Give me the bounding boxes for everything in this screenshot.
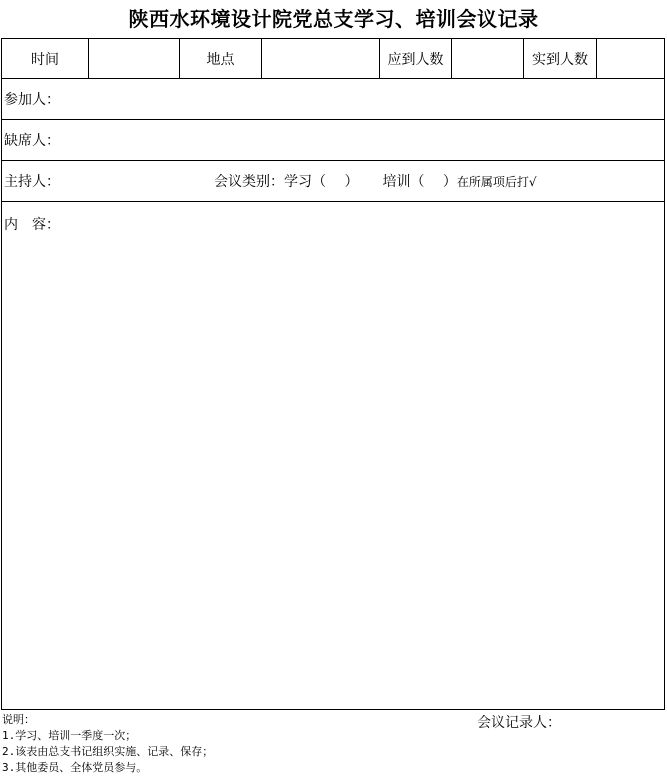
notes-section	[2, 712, 213, 776]
header-row	[2, 39, 664, 79]
participants-label: 参加人：	[4, 92, 60, 108]
time-label: 时间	[2, 39, 89, 78]
absent-row[interactable]	[2, 120, 664, 161]
actual-count-field[interactable]	[597, 39, 664, 78]
note-item: 1.学习、培训一季度一次；	[2, 729, 137, 742]
category-label: 会议类别：	[214, 174, 284, 190]
content-label: 内 容：	[4, 217, 60, 233]
expected-count-field[interactable]	[452, 39, 524, 78]
actual-count-label: 实到人数	[524, 39, 597, 78]
page-title: 陕西水环境设计院党总支学习、培训会议记录	[128, 7, 539, 31]
participants-row[interactable]	[2, 79, 664, 120]
category-hint: 在所属项后打√	[456, 174, 537, 189]
expected-count-label: 应到人数	[380, 39, 452, 78]
recorder-label: 会议记录人：	[477, 715, 561, 731]
note-item: 3.其他委员、全体党员参与。	[2, 761, 148, 774]
place-field[interactable]	[262, 39, 380, 78]
absent-label: 缺席人：	[4, 133, 60, 149]
time-field[interactable]	[89, 39, 180, 78]
notes-heading: 说明：	[2, 713, 35, 726]
host-row[interactable]	[2, 161, 664, 202]
category-training-option[interactable]: 培训（ ）	[382, 174, 457, 190]
meeting-category	[214, 161, 537, 201]
category-study-option[interactable]: 学习（ ）	[284, 174, 359, 190]
host-label: 主持人：	[4, 174, 60, 190]
place-label: 地点	[180, 39, 262, 78]
note-item: 2.该表由总支书记组织实施、记录、保存；	[2, 745, 214, 758]
